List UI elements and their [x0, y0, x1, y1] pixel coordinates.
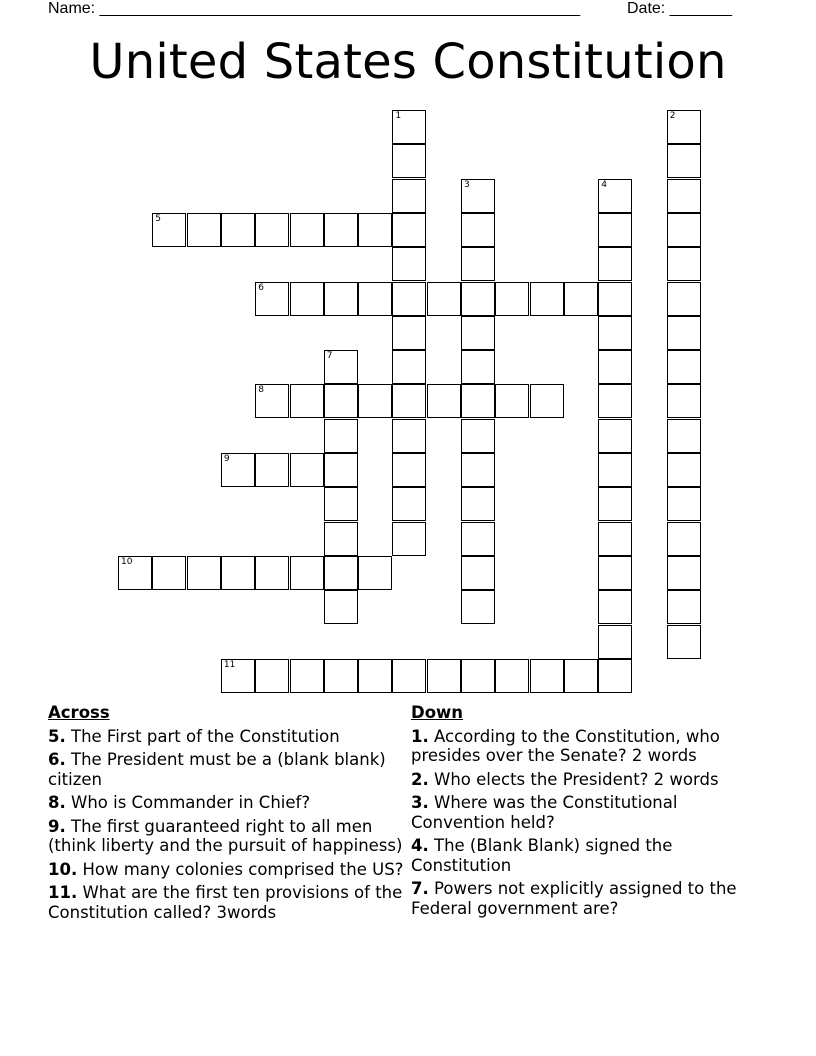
crossword-cell[interactable]	[187, 556, 221, 590]
cell-number: 6	[258, 282, 264, 293]
crossword-cell[interactable]	[598, 453, 632, 487]
crossword-cell[interactable]	[290, 659, 324, 693]
clue-number: 7.	[411, 879, 429, 898]
clue-across-6	[48, 750, 404, 789]
crossword-cell[interactable]	[598, 487, 632, 521]
crossword-cell[interactable]	[598, 282, 632, 316]
crossword-cell[interactable]	[427, 282, 461, 316]
crossword-cell[interactable]	[152, 213, 186, 247]
crossword-cell[interactable]	[324, 453, 358, 487]
crossword-cell[interactable]	[324, 590, 358, 624]
crossword-cell[interactable]	[221, 556, 255, 590]
crossword-cell[interactable]	[324, 213, 358, 247]
crossword-cell[interactable]	[461, 316, 495, 350]
crossword-cell[interactable]	[392, 282, 426, 316]
crossword-cell[interactable]	[187, 213, 221, 247]
crossword-cell[interactable]	[290, 282, 324, 316]
crossword-cell[interactable]	[392, 247, 426, 281]
cell-number: 7	[326, 351, 333, 362]
clue-down-1	[411, 727, 761, 766]
crossword-cell[interactable]	[495, 659, 529, 693]
crossword-cell[interactable]	[667, 144, 701, 178]
clue-number: 2.	[411, 769, 429, 789]
crossword-cell[interactable]	[564, 659, 598, 693]
crossword-cell[interactable]	[221, 453, 255, 487]
clue-number: 9.	[48, 816, 66, 836]
clue-across-9	[48, 817, 404, 856]
cell-number: 9	[223, 454, 230, 464]
name-field[interactable]: Name: ______________________________________________________	[48, 0, 581, 17]
crossword-cell[interactable]	[598, 179, 632, 213]
crossword-cell[interactable]	[392, 213, 426, 247]
crossword-cell[interactable]	[598, 659, 632, 693]
crossword-cell[interactable]	[290, 213, 324, 247]
crossword-cell[interactable]	[495, 282, 529, 316]
cell-number: 4	[601, 179, 607, 190]
clue-text: How many colonies comprised the US?	[82, 859, 404, 879]
crossword-cell[interactable]	[461, 453, 495, 487]
crossword-cell[interactable]	[667, 453, 701, 487]
crossword-cell[interactable]	[358, 659, 392, 693]
crossword-cell[interactable]	[324, 419, 358, 453]
date-field[interactable]: Date: _______	[627, 0, 732, 17]
crossword-cell[interactable]	[324, 282, 358, 316]
crossword-cell[interactable]	[667, 350, 701, 384]
cell-number: 11	[223, 659, 236, 670]
crossword-cell[interactable]	[290, 453, 324, 487]
crossword-cell[interactable]	[461, 213, 495, 247]
crossword-cell[interactable]	[598, 247, 632, 281]
clue-text: What are the first ten provisions of the Constitution called? 3words	[48, 883, 403, 922]
clue-text: According to the Constitution, who presides over the Senate? 2 words	[411, 726, 720, 765]
crossword-cell[interactable]	[392, 144, 426, 178]
crossword-cell[interactable]	[358, 384, 392, 418]
crossword-cell[interactable]	[495, 384, 529, 418]
crossword-cell[interactable]	[152, 556, 186, 590]
crossword-cell[interactable]	[255, 556, 289, 590]
crossword-cell[interactable]	[461, 419, 495, 453]
clue-text: The First part of the Constitution	[71, 726, 340, 746]
crossword-cell[interactable]	[461, 487, 495, 521]
clue-across-10	[48, 860, 404, 880]
clue-down-7	[411, 879, 761, 918]
clue-text: Where was the Constitutional Convention held?	[411, 793, 678, 832]
cell-number: 2	[669, 111, 676, 121]
crossword-cell[interactable]	[598, 590, 632, 624]
crossword-cell[interactable]	[427, 659, 461, 693]
crossword-cell[interactable]	[392, 179, 426, 213]
crossword-cell[interactable]	[598, 384, 632, 418]
page-title: United States Constitution	[89, 34, 727, 90]
crossword-cell[interactable]	[324, 384, 358, 418]
crossword-cell[interactable]	[598, 316, 632, 350]
crossword-cell[interactable]	[461, 179, 495, 213]
crossword-cell[interactable]	[427, 384, 461, 418]
clue-number: 6.	[48, 750, 66, 769]
crossword-cell[interactable]	[461, 522, 495, 556]
crossword-cell[interactable]	[221, 213, 255, 247]
clue-down-3	[411, 793, 761, 832]
crossword-cell[interactable]	[461, 659, 495, 693]
crossword-cell[interactable]	[667, 384, 701, 418]
clue-text: Powers not explicitly assigned to the Federal government are?	[411, 879, 737, 918]
crossword-cell[interactable]	[324, 556, 358, 590]
crossword-cell[interactable]	[667, 419, 701, 453]
across-heading: Across	[48, 703, 110, 722]
crossword-cell[interactable]	[564, 282, 598, 316]
crossword-cell[interactable]	[290, 384, 324, 418]
crossword-cell[interactable]	[667, 556, 701, 590]
crossword-cell[interactable]	[324, 350, 358, 384]
crossword-cell[interactable]	[358, 556, 392, 590]
crossword-cell[interactable]	[255, 384, 289, 418]
crossword-cell[interactable]	[461, 590, 495, 624]
crossword-cell[interactable]	[461, 350, 495, 384]
clue-text: The first guaranteed right to all men (think liberty and the pursuit of happiness)	[48, 816, 403, 855]
clue-down-2	[411, 770, 761, 790]
crossword-cell[interactable]	[667, 487, 701, 521]
crossword-cell[interactable]	[392, 384, 426, 418]
crossword-cell[interactable]	[255, 453, 289, 487]
crossword-cell[interactable]	[461, 384, 495, 418]
crossword-cell[interactable]	[255, 213, 289, 247]
clue-number: 8.	[48, 793, 66, 812]
crossword-cell[interactable]	[118, 556, 152, 590]
crossword-cell[interactable]	[392, 419, 426, 453]
crossword-cell[interactable]	[392, 487, 426, 521]
crossword-cell[interactable]	[461, 556, 495, 590]
crossword-cell[interactable]	[461, 247, 495, 281]
crossword-cell[interactable]	[530, 282, 564, 316]
clue-text: The (Blank Blank) signed the Constitution	[411, 836, 673, 875]
cell-number: 1	[395, 111, 402, 121]
crossword-cell[interactable]	[290, 556, 324, 590]
clue-number: 1.	[411, 726, 429, 746]
crossword-cell[interactable]	[667, 316, 701, 350]
cell-number: 8	[258, 385, 264, 396]
crossword-cell[interactable]	[221, 659, 255, 693]
clue-number: 4.	[411, 836, 429, 855]
crossword-cell[interactable]	[667, 110, 701, 144]
across-clues	[48, 703, 404, 926]
clue-text: Who elects the President? 2 words	[434, 769, 719, 789]
crossword-cell[interactable]	[255, 659, 289, 693]
clue-number: 11.	[48, 883, 78, 902]
crossword-cell[interactable]	[667, 522, 701, 556]
clue-across-5	[48, 727, 404, 747]
crossword-cell[interactable]	[667, 625, 701, 659]
clue-across-8	[48, 793, 404, 813]
crossword-cell[interactable]	[667, 590, 701, 624]
crossword-cell[interactable]	[392, 316, 426, 350]
crossword-cell[interactable]	[324, 659, 358, 693]
crossword-cell[interactable]	[324, 487, 358, 521]
crossword-cell[interactable]	[392, 522, 426, 556]
crossword-cell[interactable]	[255, 282, 289, 316]
crossword-cell[interactable]	[667, 213, 701, 247]
crossword-cell[interactable]	[598, 625, 632, 659]
crossword-cell[interactable]	[598, 556, 632, 590]
crossword-cell[interactable]	[358, 213, 392, 247]
crossword-cell[interactable]	[530, 384, 564, 418]
crossword-cell[interactable]	[667, 282, 701, 316]
crossword-cell[interactable]	[392, 453, 426, 487]
crossword-cell[interactable]	[461, 282, 495, 316]
clue-number: 3.	[411, 793, 429, 812]
down-heading: Down	[411, 703, 464, 722]
cell-number: 10	[121, 556, 133, 567]
clue-text: The President must be a (blank blank) citizen	[48, 750, 386, 789]
clue-text: Who is Commander in Chief?	[71, 793, 311, 812]
down-clues	[411, 703, 761, 922]
clue-number: 5.	[48, 726, 66, 746]
crossword-cell[interactable]	[598, 350, 632, 384]
cell-number: 3	[464, 179, 470, 190]
crossword-cell[interactable]	[667, 247, 701, 281]
crossword-cell[interactable]	[392, 110, 426, 144]
crossword-cell[interactable]	[358, 282, 392, 316]
crossword-cell[interactable]	[392, 350, 426, 384]
cell-number: 5	[155, 213, 162, 224]
crossword-cell[interactable]	[598, 522, 632, 556]
clue-down-4	[411, 836, 761, 875]
crossword-cell[interactable]	[598, 213, 632, 247]
crossword-cell[interactable]	[324, 522, 358, 556]
crossword-cell[interactable]	[530, 659, 564, 693]
crossword-cell[interactable]	[598, 419, 632, 453]
clue-across-11	[48, 883, 404, 922]
crossword-cell[interactable]	[667, 179, 701, 213]
clue-number: 10.	[48, 859, 78, 879]
crossword-cell[interactable]	[392, 659, 426, 693]
